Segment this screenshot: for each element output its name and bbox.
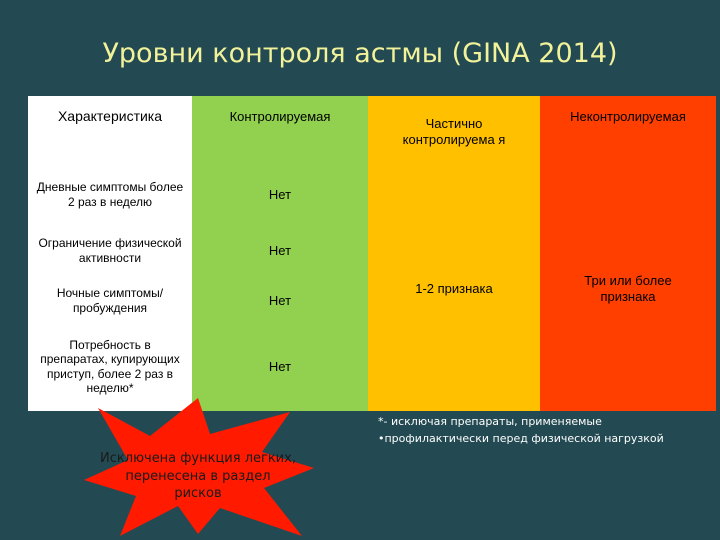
controlled-value-night: Нет	[192, 279, 368, 322]
controlled-value-daytime: Нет	[192, 167, 368, 222]
controlled-value-reliever: Нет	[192, 322, 368, 411]
footnote-line-2: •профилактически перед физической нагрузкой	[378, 432, 664, 445]
header-controlled: Контролируемая	[192, 96, 368, 167]
row-label-night-symptoms: Ночные симптомы/ пробуждения	[28, 279, 192, 322]
controlled-value-activity: Нет	[192, 222, 368, 279]
header-partially-controlled: Частично контролируема я	[368, 96, 540, 167]
row-label-activity-limitation: Ограничение физической активности	[28, 222, 192, 279]
footnote-line-1: *- исключая препараты, применяемые	[378, 415, 602, 428]
starburst-callout-text: Исключена функция легких, перенесена в раздел рисков	[100, 451, 296, 502]
header-characteristic: Характеристика	[28, 96, 192, 167]
row-label-reliever-need: Потребность в препаратах, купирующих приступ, более 2 раз в неделю*	[28, 322, 192, 411]
partial-value: 1-2 признака	[368, 167, 540, 411]
row-label-daytime-symptoms: Дневные симптомы более 2 раз в неделю	[28, 167, 192, 222]
slide-title: Уровни контроля астмы (GINA 2014)	[102, 38, 618, 69]
header-uncontrolled: Неконтролируемая	[540, 96, 716, 167]
uncontrolled-value: Три или более признака	[540, 167, 716, 411]
